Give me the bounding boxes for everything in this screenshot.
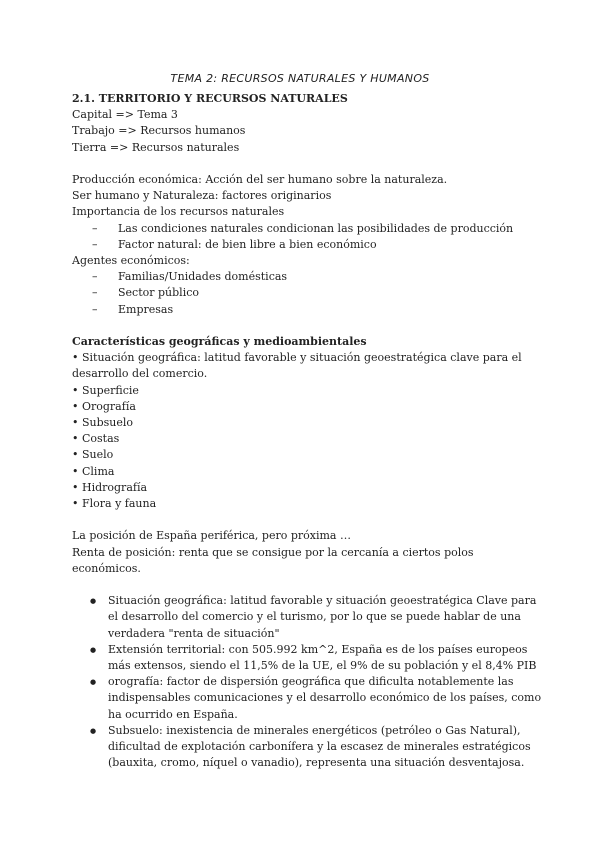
caracteristica-item: • Clima <box>72 464 115 478</box>
document-body <box>72 91 542 771</box>
caracteristica-item: • Hidrografía <box>72 480 148 494</box>
list-item: – Factor natural: de bien libre a bien económico <box>92 237 542 253</box>
agentes-line: Agentes económicos: <box>72 254 190 268</box>
factor-line: Capital => Tema 3 <box>72 108 178 122</box>
posicion-line: La posición de España periférica, pero próxima … <box>72 529 351 543</box>
list-item: – Empresas <box>92 302 542 318</box>
list-item: – Las condiciones naturales condicionan las posibilidades de producción <box>92 221 542 237</box>
factor-line: Tierra => Recursos naturales <box>72 140 240 154</box>
list-item: – Sector público <box>92 285 542 301</box>
ser-humano-line: Ser humano y Naturaleza: factores originarios <box>72 189 332 203</box>
factor-line: Trabajo => Recursos humanos <box>72 124 246 138</box>
document-title: TEMA 2: RECURSOS NATURALES Y HUMANOS <box>170 72 430 85</box>
list-item: ● Situación geográfica: latitud favorable y situación geoestratégica Clave para el desarrollo del comercio y el turismo, por lo que se puede hablar de una verdadera "renta de situación" <box>90 593 542 642</box>
produccion-line: Producción económica: Acción del ser humano sobre la naturaleza. <box>72 173 448 186</box>
caracteristica-item: • Subsuelo <box>72 416 134 430</box>
caracteristica-item: • Orografía <box>72 399 136 413</box>
bullet-list <box>72 593 542 771</box>
caracteristica-item: • Superficie <box>72 383 139 397</box>
caracteristica-item: • Suelo <box>72 448 114 462</box>
list-item: – Familias/Unidades domésticas <box>92 269 542 285</box>
list-item: ● Extensión territorial: con 505.992 km^2, España es de los países europeos más extensos, siendo el 11,5% de la UE, el 9% de su población y el 8,4% PIB <box>90 642 542 674</box>
renta-posicion-line: Renta de posición: renta que se consigue por la cercanía a ciertos polos económicos. <box>72 545 474 575</box>
importancia-line: Importancia de los recursos naturales <box>72 205 285 219</box>
list-item: ● Subsuelo: inexistencia de minerales energéticos (petróleo o Gas Natural), dificultad de explotación carbonífera y la escasez de minerales estratégicos (bauxita, cromo, níquel o vanadio), representa una situación desventajosa. <box>90 723 542 772</box>
caracteristica-item: • Situación geográfica: latitud favorable y situación geoestratégica clave para el desarrollo del comercio. <box>72 351 522 381</box>
caracteristica-item: • Flora y fauna <box>72 497 157 511</box>
agentes-list <box>72 269 542 318</box>
importancia-list <box>72 221 542 253</box>
caracteristica-item: • Costas <box>72 432 120 446</box>
list-item: ● orografía: factor de dispersión geográfica que dificulta notablemente las indispensables comunicaciones y el desarrollo económico de los países, como ha ocurrido en España. <box>90 674 542 723</box>
caracteristicas-heading: Características geográficas y medioambientales <box>72 335 367 349</box>
section-heading: 2.1. TERRITORIO Y RECURSOS NATURALES <box>72 92 348 105</box>
